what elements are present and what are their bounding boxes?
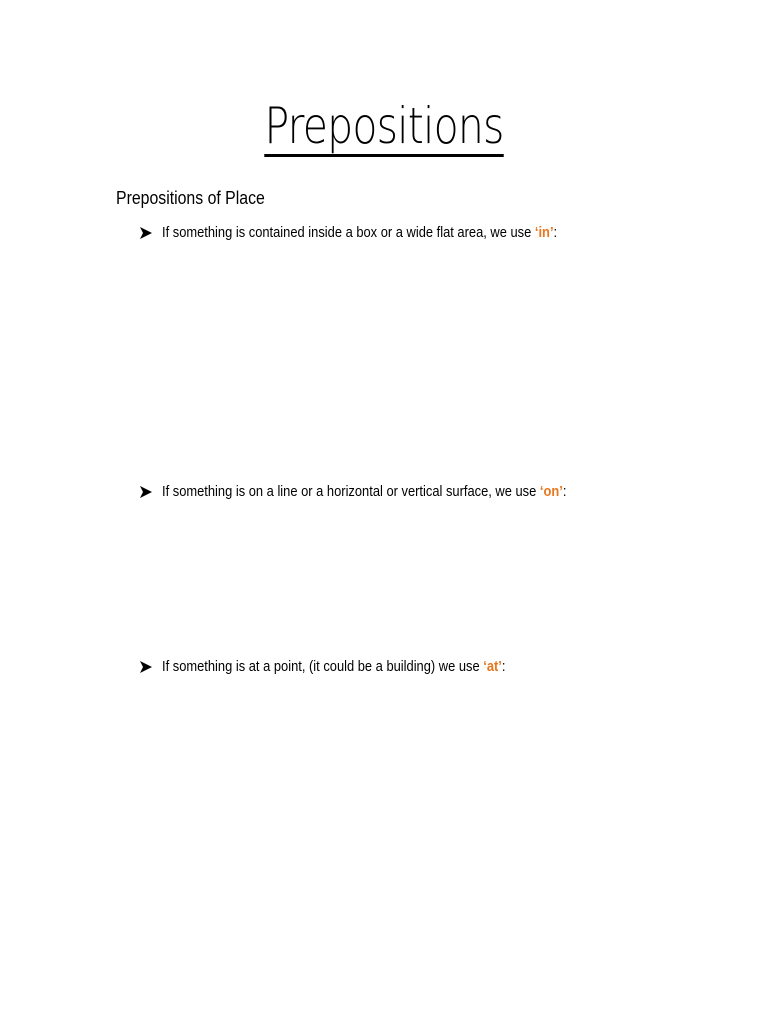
bullet-text-before: If something is at a point, (it could be a building) we use [162,658,484,675]
bullet-text-before: If something is contained inside a box or a wide flat area, we use [162,224,535,241]
arrow-bullet-icon [139,485,153,499]
arrow-bullet-icon [139,226,153,240]
bullet-text [162,482,566,502]
bullet-item-at [139,657,561,677]
bullet-text [162,223,557,243]
section-heading: Prepositions of Place [116,188,265,208]
bullet-text-before: If something is on a line or a horizontal or vertical surface, we use [162,483,540,500]
page-title [69,96,699,157]
bullet-item-in [139,223,621,243]
keyword-at: ‘at’ [483,658,502,675]
keyword-on: ‘on’ [539,483,563,500]
bullet-text-after: : [562,483,567,500]
bullet-text [162,657,505,677]
bullet-text-after: : [501,658,506,675]
page-title-text: Prepositions [264,97,504,155]
arrow-bullet-icon [139,660,153,674]
keyword-in: ‘in’ [534,224,554,241]
bullet-text-after: : [553,224,558,241]
bullet-item-on [139,482,632,502]
